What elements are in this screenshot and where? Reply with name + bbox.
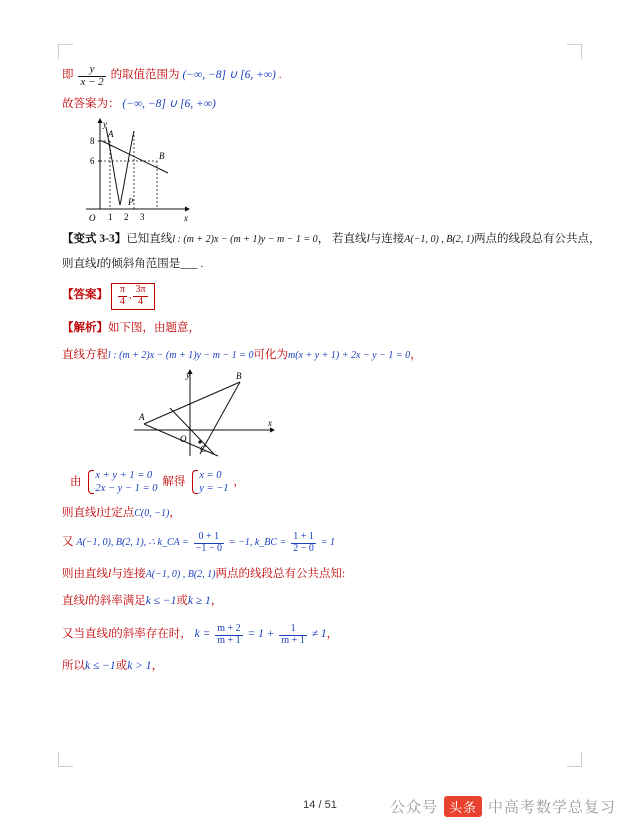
line8-end: ， bbox=[233, 475, 245, 488]
page-corner-mark-bottom-right bbox=[567, 752, 582, 767]
page-corner-mark-top-right bbox=[567, 44, 582, 59]
system1-row2: 2x − y − 1 = 0 bbox=[95, 483, 158, 495]
answer-frac2-num: 3π bbox=[135, 284, 146, 296]
line12-condition-2: k ≥ 1 bbox=[187, 595, 211, 608]
line7-b: 可化为 bbox=[253, 349, 288, 362]
line14-or: 或 bbox=[115, 660, 128, 673]
watermark-prefix: 公众号 bbox=[389, 799, 438, 816]
text-line-12 bbox=[62, 593, 578, 610]
page-corner-mark-top-left bbox=[58, 44, 73, 59]
figure1-label-P: P bbox=[128, 197, 134, 208]
text-line-13 bbox=[62, 624, 578, 646]
line9-c: ， bbox=[169, 507, 181, 520]
line3-l: l bbox=[366, 233, 370, 246]
line3-c: 与连接 bbox=[369, 233, 405, 246]
line10-frac2-den: 2 − 0 bbox=[293, 542, 314, 554]
system2-row1: x = 0 bbox=[199, 470, 222, 482]
system1-row1: x + y + 1 = 0 bbox=[95, 470, 153, 482]
line13-a: 又当直线 bbox=[62, 628, 108, 641]
line3-points: A(−1, 0) , B(2, 1) bbox=[404, 234, 475, 246]
figure1-tick-6: 6 bbox=[90, 156, 95, 167]
line10-expression: A(−1, 0), B(2, 1), ∴ k_CA = bbox=[76, 537, 189, 549]
line14-condition-2: k > 1 bbox=[127, 660, 152, 673]
line13-eq: = 1 + bbox=[247, 628, 275, 641]
line13-comma: ， bbox=[326, 628, 339, 641]
figure2-axis-x: x bbox=[268, 418, 272, 429]
line4-a: 则直线 bbox=[62, 258, 97, 271]
line12-condition-1: k ≤ −1 bbox=[145, 595, 177, 608]
line9-a: 则直线 bbox=[62, 507, 97, 520]
line7-a: 直线方程 bbox=[62, 349, 108, 362]
figure1-axis-x: x bbox=[184, 213, 188, 224]
text-line-9 bbox=[62, 505, 578, 522]
variant-tag: 【变式 3-3】 bbox=[62, 233, 127, 246]
line13-frac1-num: m + 2 bbox=[217, 623, 241, 635]
line13-frac2-num: 1 bbox=[290, 623, 296, 635]
line1-interval: (−∞, −8] ∪ [6, +∞) bbox=[182, 68, 276, 81]
answer-frac2-den: 4 bbox=[133, 296, 147, 308]
watermark-name: 中高考数学总复习 bbox=[487, 799, 616, 816]
line7-equation-2: m(x + y + 1) + 2x − y − 1 = 0 bbox=[287, 350, 411, 362]
text-line-2 bbox=[62, 96, 578, 113]
line1-middle: 的取值范围为 bbox=[110, 68, 180, 81]
line12-b: 的斜率满足 bbox=[88, 595, 146, 608]
document-content bbox=[62, 58, 601, 677]
text-line-14 bbox=[62, 658, 578, 675]
line8-prefix: 由 bbox=[70, 475, 82, 488]
figure2-axis-y: y bbox=[186, 370, 190, 381]
fraction-y-over-x-minus-2 bbox=[78, 64, 105, 88]
line11-l: l bbox=[108, 568, 112, 581]
text-line-11 bbox=[62, 566, 578, 583]
line9-b: 过定点 bbox=[99, 507, 135, 520]
line10-prefix: 又 bbox=[62, 536, 74, 549]
line1-prefix: 即 bbox=[62, 68, 74, 81]
line10-end: = 1 bbox=[320, 537, 335, 549]
line4-l: l bbox=[96, 258, 100, 271]
line8-middle: 解得 bbox=[162, 475, 186, 488]
line11-b: 与连接 bbox=[111, 568, 146, 581]
answer-frac1-den: 4 bbox=[118, 296, 127, 308]
line11-points: A(−1, 0) , B(2, 1) bbox=[145, 569, 216, 581]
line3-line-equation: l : (m + 2)x − (m + 1)y − m − 1 = 0 bbox=[172, 234, 318, 246]
line2-interval: (−∞, −8] ∪ [6, +∞) bbox=[122, 98, 216, 111]
figure2-origin: O bbox=[180, 434, 187, 445]
answer-box: $\frac{\pi}{4}$ , $\frac{3\pi}{4}$ bbox=[111, 283, 155, 310]
analysis-tag: 【解析】 bbox=[62, 322, 108, 335]
figure1-tick-8: 8 bbox=[90, 136, 95, 147]
figure2-label-B: B bbox=[236, 371, 242, 382]
page-corner-mark-bottom-left bbox=[58, 752, 73, 767]
line3-b: ， 若直线 bbox=[317, 233, 367, 246]
figure-parabola-lines bbox=[82, 117, 272, 227]
line13-fraction-1 bbox=[215, 624, 242, 646]
line10-frac1-den: −1 − 0 bbox=[195, 542, 222, 554]
line10-fraction-1 bbox=[194, 532, 224, 554]
system-of-equations-2 bbox=[190, 469, 228, 495]
line13-k: k = bbox=[194, 628, 211, 641]
line1-end: . bbox=[278, 68, 282, 81]
line7-c: ， bbox=[410, 349, 422, 362]
line11-a: 则由直线 bbox=[62, 568, 108, 581]
line10-fraction-2 bbox=[291, 532, 316, 554]
figure2-label-C: C bbox=[200, 444, 207, 455]
line10-frac1-num: 0 + 1 bbox=[198, 531, 220, 543]
line7-equation: l : (m + 2)x − (m + 1)y − m − 1 = 0 bbox=[108, 350, 254, 362]
line14-a: 所以 bbox=[62, 660, 85, 673]
line3-d: 两点的线段总有公共点， bbox=[474, 233, 601, 246]
figure1-svg bbox=[82, 117, 272, 227]
line4-b: 的倾斜角范围是___ . bbox=[99, 258, 204, 271]
answer-tag: 【答案】 bbox=[62, 289, 108, 302]
text-line-8-systems bbox=[62, 469, 578, 495]
line10-middle: = −1, k_BC = bbox=[228, 537, 287, 549]
line9-l: l bbox=[96, 507, 100, 520]
text-line-4 bbox=[62, 256, 578, 273]
text-line-5-answer bbox=[62, 283, 578, 310]
text-line-10 bbox=[62, 532, 578, 554]
page-number: 14 / 51 bbox=[303, 799, 337, 811]
watermark bbox=[390, 796, 616, 817]
figure2-svg bbox=[122, 368, 352, 463]
line12-or: 或 bbox=[176, 595, 188, 608]
line14-condition-1: k ≤ −1 bbox=[85, 660, 116, 673]
figure1-origin: O bbox=[89, 213, 96, 224]
line10-frac2-num: 1 + 1 bbox=[293, 531, 314, 543]
answer-fraction-pi-4 bbox=[118, 285, 127, 307]
figure-lines-through-point bbox=[122, 368, 352, 463]
figure1-axis-y: y bbox=[103, 119, 107, 130]
line12-end: ， bbox=[210, 595, 223, 608]
line13-l: l bbox=[108, 628, 112, 641]
watermark-badge: 头条 bbox=[444, 796, 482, 817]
text-line-1 bbox=[62, 64, 578, 88]
line9-point-c: C(0, −1) bbox=[134, 508, 170, 520]
system-of-equations-1 bbox=[86, 469, 157, 495]
line12-a: 直线 bbox=[62, 595, 85, 608]
system2-row2: y = −1 bbox=[199, 483, 229, 495]
line13-b: 的斜率存在时， bbox=[111, 628, 192, 641]
answer-fraction-3pi-4 bbox=[133, 285, 147, 307]
line14-end: ， bbox=[151, 660, 164, 673]
text-line-3 bbox=[62, 231, 601, 248]
line12-l: l bbox=[85, 595, 89, 608]
figure1-tick-2: 2 bbox=[124, 212, 129, 223]
line3-a: 已知直线 bbox=[126, 233, 173, 246]
line11-c: 两点的线段总有公共点知: bbox=[215, 568, 346, 581]
line13-end: ≠ 1 bbox=[311, 628, 327, 641]
figure2-label-A: A bbox=[139, 412, 145, 423]
answer-frac1-num: π bbox=[119, 284, 125, 296]
analysis-text: 如下图，由题意， bbox=[108, 322, 200, 335]
text-line-7 bbox=[62, 347, 578, 364]
fraction-numerator: y bbox=[89, 63, 95, 75]
figure1-tick-3: 3 bbox=[140, 212, 145, 223]
figure1-label-B: B bbox=[159, 151, 165, 162]
line13-frac2-den: m + 1 bbox=[281, 634, 305, 646]
line13-fraction-2 bbox=[279, 624, 306, 646]
line2-prefix: 故答案为： bbox=[62, 98, 120, 111]
fraction-denominator: x − 2 bbox=[80, 75, 104, 88]
line13-frac1-den: m + 1 bbox=[217, 634, 241, 646]
figure1-tick-1: 1 bbox=[108, 212, 113, 223]
text-line-6-analysis bbox=[62, 320, 578, 337]
figure1-label-A: A bbox=[108, 129, 114, 140]
